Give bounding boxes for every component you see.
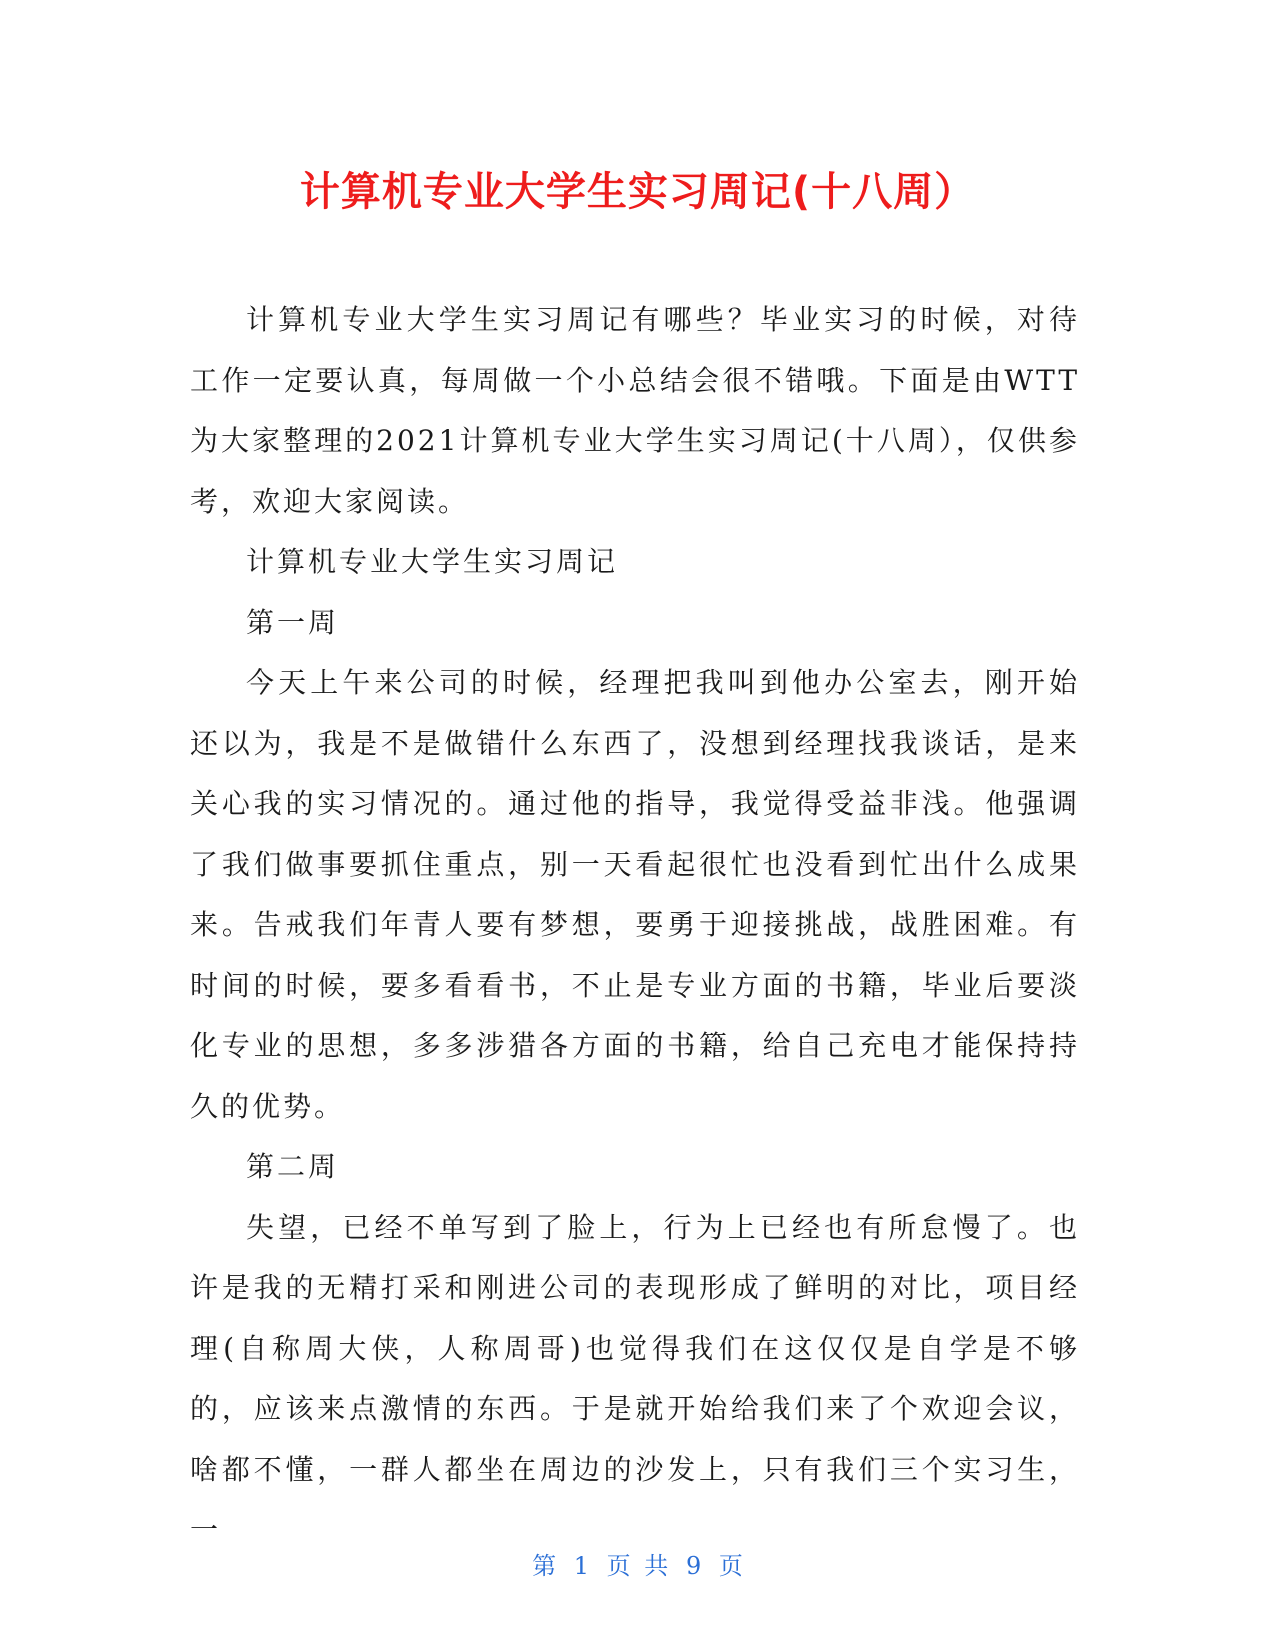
section-heading: 计算机专业大学生实习周记 [246,545,619,578]
page-footer [0,1546,1275,1581]
week-heading: 第二周 [246,1150,340,1183]
document-title: 计算机专业大学生实习周记(十八周） [299,169,976,215]
footer-prefix: 第 [532,1552,557,1580]
body-paragraph: 失望，已经不单写到了脸上，行为上已经也有所怠慢了。也许是我的无精打采和刚进公司的表现形成了鲜明的对比，项目经理(自称周大侠，人称周哥)也觉得我们在这仅仅是自学是不够的，应该来点激情的东西。于是就开始给我们来了个欢迎会议，啥都不懂，一群人都坐在周边的沙发上，只有我们三个实习生，一 [190,1210,1080,1546]
footer-suffix: 页 [718,1552,743,1580]
footer-middle: 页 共 [606,1552,669,1580]
total-page-count: 9 [685,1552,702,1580]
current-page-number: 1 [573,1552,590,1580]
week-heading: 第一周 [246,605,340,639]
intro-paragraph: 计算机专业大学生实习周记有哪些？毕业实习的时候，对待工作一定要认真，每周做一个小总结会很不错哦。下面是由WTT为大家整理的2021计算机专业大学生实习周记(十八周），仅供参考，欢迎大家阅读。 [190,303,1080,518]
body-paragraph: 今天上午来公司的时候，经理把我叫到他办公室去，刚开始还以为，我是不是做错什么东西了，没想到经理找我谈话，是来关心我的实习情况的。通过他的指导，我觉得受益非浅。他强调了我们做事要抓住重点，别一天看起很忙也没看到忙出什么成果来。告戒我们年青人要有梦想，要勇于迎接挑战，战胜困难。有时间的时候，要多看看书，不止是专业方面的书籍，毕业后要淡化专业的思想，多多涉猎各方面的书籍，给自己充电才能保持持久的优势。 [190,666,1080,1123]
document-body [190,290,1080,1561]
